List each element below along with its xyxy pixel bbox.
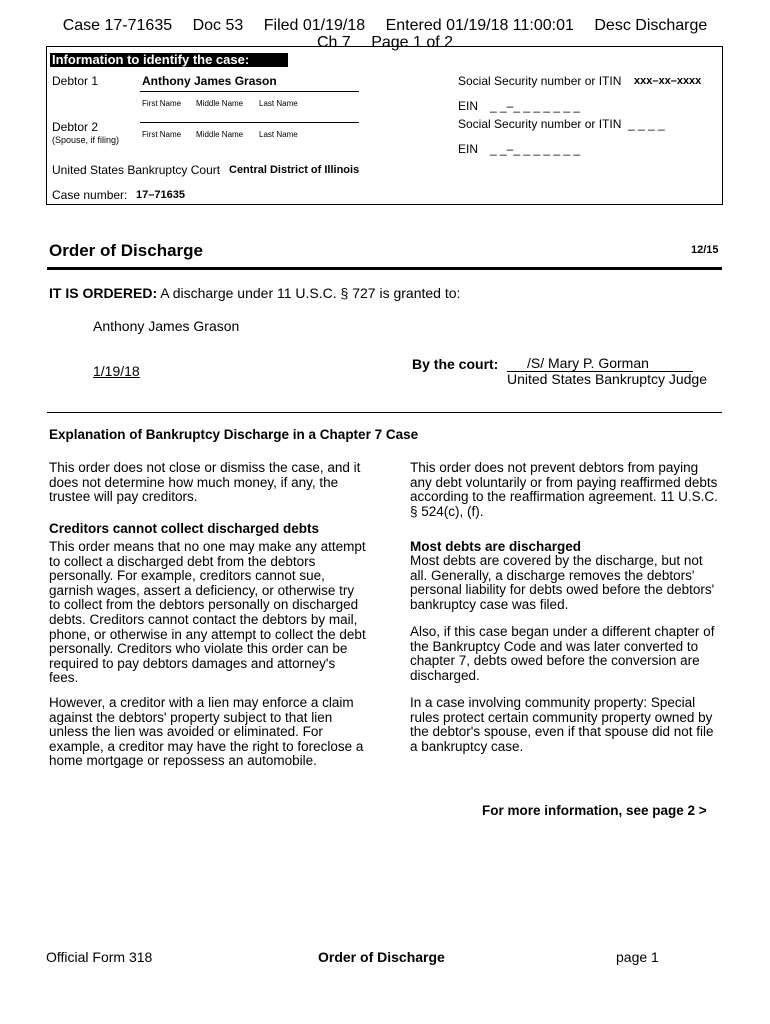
footer-title: Order of Discharge [318,949,445,965]
ein2-label: EIN [458,142,479,156]
ein2-value: _ _–_ _ _ _ _ _ _ [490,142,581,156]
ein-label: EIN [458,99,479,113]
page-title: Order of Discharge [49,241,203,260]
first-name-caption-2: First Name [142,130,182,139]
court-value: Central District of Illinois [229,164,360,176]
explanation-heading: Explanation of Bankruptcy Discharge in a Chapter 7 Case [49,427,419,442]
right-para-1: This order does not prevent debtors from paying any debt voluntarily or from paying reaffirmed debts according to the reaffirmation agreement. 11 U.S.C. § 524(c), (f). [410,460,718,519]
ssn-label: Social Security number or ITIN [458,74,622,88]
chapter: Ch 7 [316,34,351,51]
left-para-1: This order does not close or dismiss the case, and it does not determine how much money, if any, the trustee will pay creditors. [49,460,361,505]
doc-number: Doc 53 [192,17,244,34]
debtor2-label: Debtor 2 [52,120,99,134]
info-box-title: Information to identify the case: [50,53,288,67]
description: Desc Discharge [594,17,708,34]
debtor1-name-underline [140,91,359,92]
more-info-link[interactable]: For more information, see page 2 > [482,803,707,818]
discharged-debtor-name: Anthony James Grason [93,318,240,334]
ordered-text: A discharge under 11 U.S.C. § 727 is granted to: [160,285,461,301]
footer-form-name: Official Form 318 [46,949,153,965]
order-statement [49,285,460,301]
order-date: 1/19/18 [93,363,140,379]
footer-page-number: page 1 [616,949,659,965]
judge-title: United States Bankruptcy Judge [507,371,708,387]
title-rule [47,267,722,270]
middle-name-caption-2: Middle Name [196,130,244,139]
case-number-label: Case number: [52,188,128,202]
right-para-4: In a case involving community property: Special rules protect certain community property owned by the debtor's spouse, even if that spouse did not file a bankruptcy case. [410,695,714,754]
page-count: Page 1 of 2 [371,34,454,51]
case-id: Case 17-71635 [62,17,173,34]
ssn2-label: Social Security number or ITIN [458,117,622,131]
debtor2-name-underline [140,122,359,123]
first-name-caption: First Name [142,99,182,108]
case-number-value: 17–71635 [136,189,185,201]
last-name-caption-2: Last Name [259,130,298,139]
court-label: United States Bankruptcy Court [52,163,221,177]
debtor1-name: Anthony James Grason [142,74,277,88]
filing-header-line1 [0,17,770,35]
left-para-2: This order means that no one may make any attempt to collect a discharged debt from the debtors personally. For example, creditors cannot sue, garnish wages, assert a deficiency, or otherwise try to collect from the debtors personally on discharged debts. Creditors cannot contact the debtors by mail, phone, or otherwise in any attempt to collect the debt personally. Creditors who violate this order can be required to pay debtors damages and attorney's fees. [49,539,366,686]
form-revision: 12/15 [691,244,719,256]
middle-name-caption: Middle Name [196,99,244,108]
right-heading-2: Most debts are discharged [410,539,582,554]
by-the-court-label: By the court: [412,356,499,372]
case-info-box [46,46,723,205]
last-name-caption: Last Name [259,99,298,108]
left-heading-2: Creditors cannot collect discharged debts [49,521,320,536]
right-para-3: Also, if this case began under a different chapter of the Bankruptcy Code and was later converted to chapter 7, debts owed before the conversion are discharged. [410,624,715,683]
entered-date: Entered 01/19/18 11:00:01 [385,17,574,34]
ssn2-value: _ _ _ _ [628,117,665,131]
ordered-bold: IT IS ORDERED: [49,285,158,301]
filed-date: Filed 01/19/18 [263,17,366,34]
ein-value: _ _–_ _ _ _ _ _ _ [490,99,581,113]
ssn-value: xxx–xx–xxxx [634,75,702,87]
debtor2-sub: (Spouse, if filing) [52,135,120,145]
right-para-2: Most debts are covered by the discharge, but not all. Generally, a discharge removes the debtors' personal liability for debts owed before the debtors' bankruptcy case was filed. [410,553,715,612]
judge-signature: /S/ Mary P. Gorman [507,356,693,372]
debtor1-label: Debtor 1 [52,74,99,88]
section-rule [47,412,722,413]
left-para-3: However, a creditor with a lien may enforce a claim against the debtors' property subject to that lien unless the lien was avoided or eliminated. For example, a creditor may have the right to foreclose a home mortgage or repossess an automobile. [49,695,364,769]
